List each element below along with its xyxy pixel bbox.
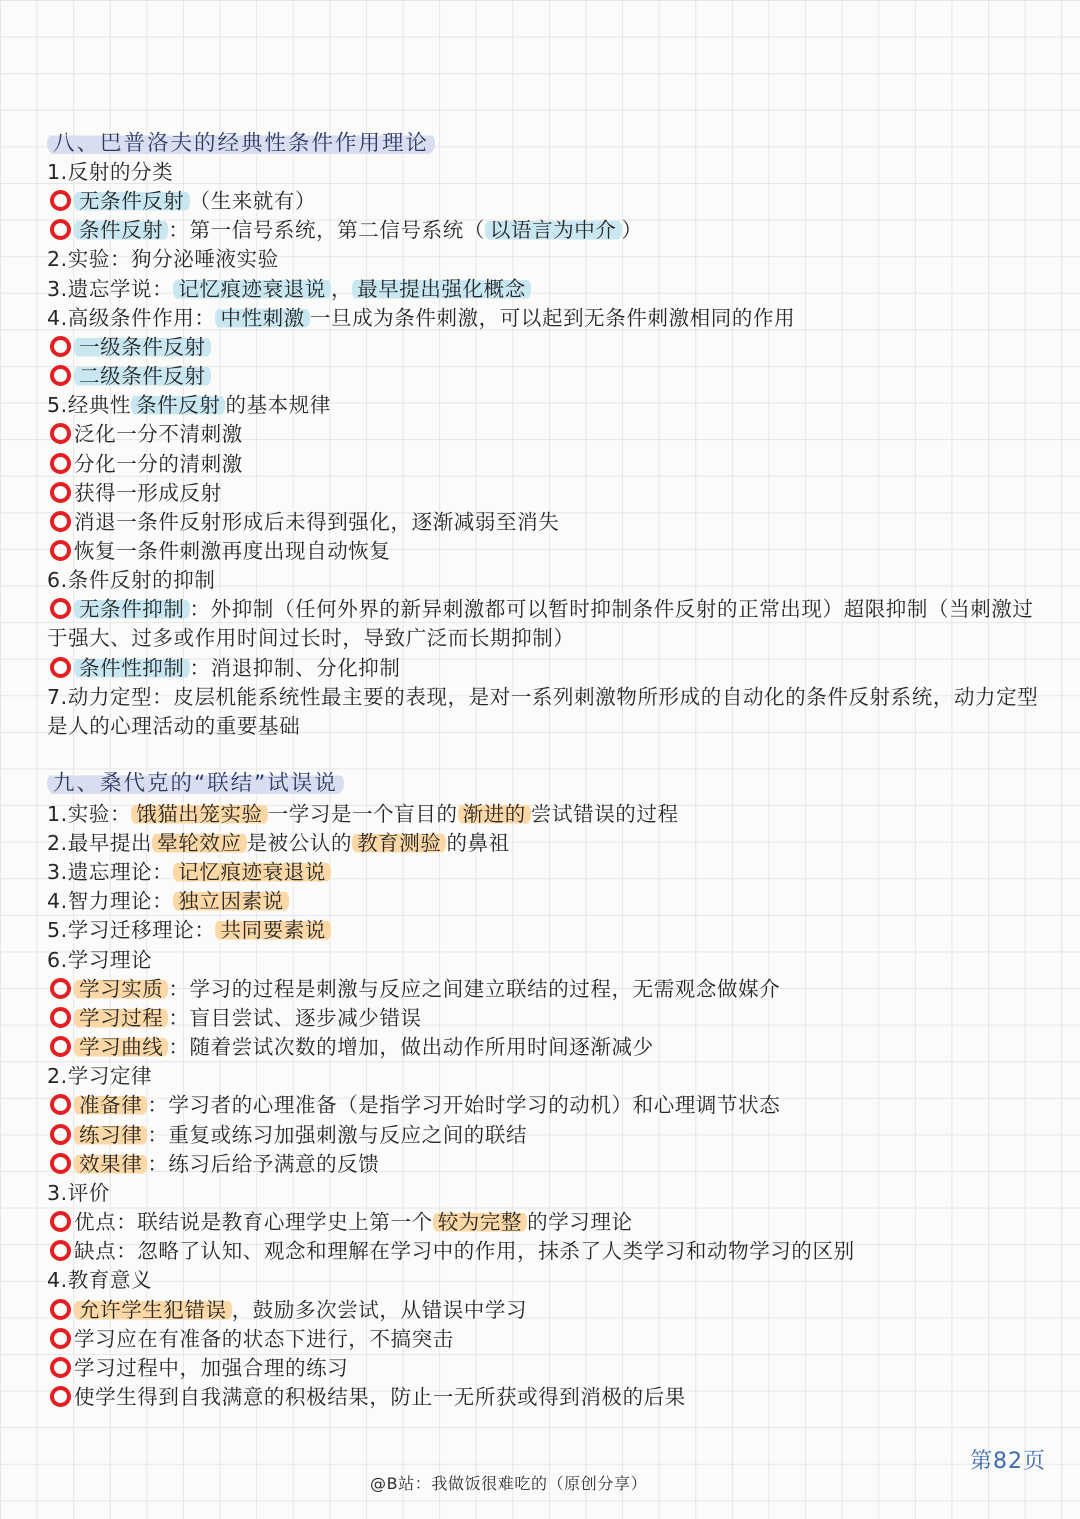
item-text: ：学习者的心理准备（是指学习开始时学习的动机）和心理调节状态	[147, 1093, 781, 1117]
section8-title	[47, 130, 435, 158]
label-text: 3.遗忘理论：	[47, 860, 174, 884]
s9-educational-significance-heading: 4.教育意义	[47, 1268, 153, 1292]
red-circle-bullet-icon	[50, 1153, 71, 1174]
highlight-blue: 记忆痕迹衰退说	[173, 277, 331, 301]
highlight-orange: 记忆痕迹衰退说	[173, 860, 331, 884]
red-circle-bullet-icon	[50, 1007, 71, 1028]
item-text: 尝试错误的过程	[530, 802, 679, 826]
label-text: 5.学习迁移理论：	[47, 918, 216, 942]
s9-learning-curve-item	[47, 1033, 654, 1061]
watermark-credit: @B站：我做饭很难吃的（原创分享）	[370, 1474, 648, 1493]
red-circle-bullet-icon	[50, 1036, 71, 1057]
s8-basic-laws-heading	[47, 391, 331, 419]
s8-recovery-item	[47, 537, 391, 565]
red-circle-bullet-icon	[50, 1094, 71, 1115]
s8-inhibition-heading: 6.条件反射的抑制	[47, 568, 216, 592]
s8-conditioned-reflex-item	[47, 216, 643, 244]
item-text: ：外抑制（任何外界的新异刺激都可以暂时抑制条件反射的正常出现）超限抑制（当刺激过于强大、过多或作用时间过长时，导致广泛而长期抑制）	[47, 597, 1034, 651]
s9-learning-essence-item	[47, 975, 780, 1003]
highlight-orange: 共同要素说	[215, 918, 331, 942]
item-text: ：重复或练习加强刺激与反应之间的联结	[147, 1123, 528, 1147]
red-circle-bullet-icon	[50, 336, 71, 357]
s9-transfer-theory-line	[47, 916, 331, 944]
item-text: （生来就有）	[189, 189, 317, 213]
red-circle-bullet-icon	[50, 1328, 71, 1349]
item-text: 分化一分的清刺激	[74, 452, 243, 476]
red-circle-bullet-icon	[50, 453, 71, 474]
item-text: ：盲目尝试、逐步减少错误	[168, 1006, 422, 1030]
highlight-blue: 以语言为中介	[485, 218, 622, 242]
highlight-orange: 学习过程	[74, 1006, 168, 1030]
item-text: ：练习后给予满意的反馈	[147, 1152, 380, 1176]
s9-prepared-learning-item	[47, 1325, 454, 1353]
item-text: 学习应在有准备的状态下进行，不搞突击	[74, 1327, 454, 1351]
s9-learning-theory-heading: 6.学习理论	[47, 948, 153, 972]
s9-practice-item	[47, 1354, 348, 1382]
s8-higher-conditioning-line	[47, 304, 795, 332]
highlight-blue: 中性刺激	[215, 306, 309, 330]
s8-unconditioned-reflex-item	[47, 187, 316, 215]
s9-forgetting-theory-line	[47, 858, 331, 886]
item-text: ，鼓励多次尝试，从错误中学习	[231, 1298, 528, 1322]
item-text: 2.最早提出	[47, 831, 153, 855]
highlight-orange: 渐进的	[458, 802, 531, 826]
s8-forgetting-theory-line	[47, 275, 531, 303]
highlight-blue: 无条件反射	[74, 189, 190, 213]
highlight-orange: 晕轮效应	[152, 831, 246, 855]
item-text: 的学习理论	[527, 1210, 633, 1234]
label-text: 3.遗忘学说：	[47, 277, 174, 301]
s9-disadvantage-item	[47, 1237, 855, 1265]
item-text: 消退一条件反射形成后未得到强化，逐渐减弱至消失	[74, 510, 560, 534]
item-text: 泛化一分不清刺激	[74, 422, 243, 446]
s9-experiment-line	[47, 800, 679, 828]
item-text: 的鼻祖	[446, 831, 510, 855]
label-text: 4.高级条件作用：	[47, 306, 216, 330]
red-circle-bullet-icon	[50, 482, 71, 503]
red-circle-bullet-icon	[50, 365, 71, 386]
red-circle-bullet-icon	[50, 1240, 71, 1261]
highlight-blue: 无条件抑制	[74, 597, 190, 621]
red-circle-bullet-icon	[50, 540, 71, 561]
red-circle-bullet-icon	[50, 219, 71, 240]
s9-learning-process-item	[47, 1004, 422, 1032]
item-text: 使学生得到自我满意的积极结果，防止一无所获或得到消极的后果	[74, 1385, 686, 1409]
red-circle-bullet-icon	[50, 978, 71, 999]
item-text: 的基本规律	[225, 393, 331, 417]
red-circle-bullet-icon	[50, 1299, 71, 1320]
s9-advantage-item	[47, 1208, 633, 1236]
item-text: 学习过程中，加强合理的练习	[74, 1356, 349, 1380]
s8-second-order-item	[47, 362, 211, 390]
s8-first-order-item	[47, 333, 211, 361]
s8-extinction-item	[47, 508, 559, 536]
item-text: 缺点：忽略了认知、观念和理解在学习中的作用，抹杀了人类学习和动物学习的区别	[74, 1239, 855, 1263]
red-circle-bullet-icon	[50, 423, 71, 444]
s8-reflex-classification-heading: 1.反射的分类	[47, 160, 174, 184]
s9-effect-law-item	[47, 1150, 379, 1178]
punct: ，	[330, 277, 353, 301]
section8-title-text: 八、巴普洛夫的经典性条件作用理论	[47, 131, 435, 156]
label-text: 4.智力理论：	[47, 889, 174, 913]
highlight-blue: 最早提出强化概念	[352, 277, 531, 301]
highlight-orange: 学习实质	[74, 977, 168, 1001]
red-circle-bullet-icon	[50, 1357, 71, 1378]
page-number: 第82页	[970, 1449, 1046, 1474]
highlight-orange: 较为完整	[433, 1210, 527, 1234]
red-circle-bullet-icon	[50, 657, 71, 678]
item-text: ：随着尝试次数的增加，做出动作所用时间逐渐减少	[168, 1035, 654, 1059]
s9-learning-laws-heading: 2.学习定律	[47, 1064, 153, 1088]
red-circle-bullet-icon	[50, 1124, 71, 1145]
item-text: ：学习的过程是刺激与反应之间建立联结的过程，无需观念做媒介	[168, 977, 781, 1001]
highlight-orange: 练习律	[74, 1123, 147, 1147]
section9-title-text: 九、桑代克的“联结”试误说	[47, 771, 344, 796]
s8-discrimination-item	[47, 450, 243, 478]
highlight-blue: 二级条件反射	[74, 364, 211, 388]
red-circle-bullet-icon	[50, 1386, 71, 1407]
s8-experiment-line: 2.实验：狗分泌唾液实验	[47, 247, 279, 271]
s9-allow-mistakes-item	[47, 1296, 527, 1324]
item-text: 恢复一条件刺激再度出现自动恢复	[74, 539, 391, 563]
item-text: 一学习是一个盲目的	[267, 802, 458, 826]
highlight-orange: 独立因素说	[173, 889, 289, 913]
s8-generalization-item	[47, 420, 243, 448]
s8-acquisition-item	[47, 479, 222, 507]
highlight-blue: 条件反射	[74, 218, 168, 242]
highlight-orange: 允许学生犯错误	[74, 1298, 232, 1322]
s9-exercise-law-item	[47, 1121, 527, 1149]
s8-dynamic-stereotype-paragraph: 7.动力定型：皮层机能系统性最主要的表现，是对一系列刺激物所形成的自动化的条件反射系统，动力定型是人的心理活动的重要基础	[47, 685, 1039, 739]
s9-halo-effect-line	[47, 829, 510, 857]
s8-unconditioned-inhibition-item	[47, 595, 1047, 654]
item-text: ：消退抑制、分化抑制	[189, 656, 401, 680]
item-text: 优点：联结说是教育心理学史上第一个	[74, 1210, 433, 1234]
section9-title	[47, 770, 344, 798]
s9-intelligence-theory-line	[47, 887, 289, 915]
item-text: 获得一形成反射	[74, 481, 222, 505]
highlight-blue: 条件性抑制	[74, 656, 190, 680]
red-circle-bullet-icon	[50, 598, 71, 619]
highlight-orange: 准备律	[74, 1093, 147, 1117]
highlight-orange: 学习曲线	[74, 1035, 168, 1059]
item-text: 是被公认的	[246, 831, 353, 855]
red-circle-bullet-icon	[50, 190, 71, 211]
highlight-blue: 条件反射	[131, 393, 225, 417]
item-text: 一旦成为条件刺激，可以起到无条件刺激相同的作用	[309, 306, 796, 330]
red-circle-bullet-icon	[50, 511, 71, 532]
highlight-orange: 教育测验	[352, 831, 446, 855]
highlight-orange: 饿猫出笼实验	[131, 802, 268, 826]
item-text: ）	[621, 218, 643, 242]
red-circle-bullet-icon	[50, 1211, 71, 1232]
highlight-orange: 效果律	[74, 1152, 147, 1176]
s9-evaluation-heading: 3.评价	[47, 1181, 110, 1205]
s8-conditioned-inhibition-item	[47, 654, 401, 682]
label-text: 1.实验：	[47, 802, 132, 826]
s9-satisfying-result-item	[47, 1383, 686, 1411]
item-text: 5.经典性	[47, 393, 132, 417]
highlight-blue: 一级条件反射	[74, 335, 211, 359]
s9-readiness-law-item	[47, 1091, 780, 1119]
item-text: ：第一信号系统，第二信号系统（	[168, 218, 485, 242]
